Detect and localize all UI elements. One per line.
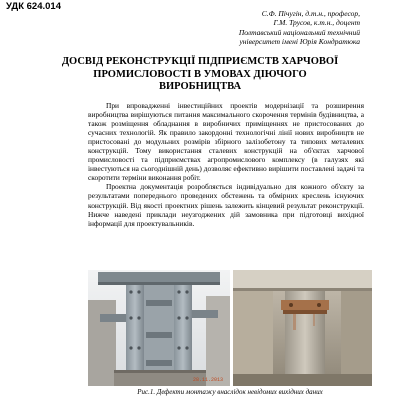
author-line: С.Ф. Пічугін, д.т.н., професор,	[261, 9, 360, 18]
affiliation-line: університет імені Юрія Кондратюка	[239, 37, 360, 47]
title-line: ВИРОБНИЦТВА	[158, 81, 242, 92]
concrete-column-photo	[233, 270, 372, 386]
title-line: ДОСВІД РЕКОНСТРУКЦІЇ ПІДПРИЄМСТВ ХАРЧОВОЇ	[61, 56, 339, 67]
photo-date-stamp: 28.11.2013	[193, 377, 224, 383]
figure-photos	[88, 270, 372, 386]
affiliation-line: Полтавський національний технічний	[238, 27, 360, 37]
authors-block	[170, 9, 360, 47]
udc-code: УДК 624.014	[6, 1, 61, 12]
paragraph: При впровадженні інвестиційних проектів модернізації та розширення виробництва вирішуються питання максимального скорочення термінів будівництва, а також розміщення обладнання в виробничих приміщеннях не пристосованих до сучасних технологій. Як правило закордонні технологічні лінії нових виробництв не пристосовані до модульних розмірів збірного залізобетону та типових металевих конструкцій. Тому використання сталевих конструкцій на об'єктах харчової промисловості та підприємствах агропромислового комплексу (в галузях які інвестуються на сьогоднішній день) дозволяє ефективно вирішити поставлені задачі та скоротити терміни виконання робіт.	[88, 101, 364, 183]
figure-caption: Рис.1. Дефекти монтажу внаслідок невідомих вихідних даних	[137, 388, 323, 396]
paragraph: Проектна документація розробляється індивідуально для кожного об'єкту за результатами попереднього проведених обстежень та обмірних креслень існуючих конструкцій. Від якості проектних рішень залежить кінцевий результат реконструкції. Нижче наведені приклади неузгоджених дій замовника при підготовці вихідної інформації для проектувальників.	[88, 182, 364, 228]
steel-column-picture	[88, 270, 230, 386]
steel-frame-photo	[88, 270, 230, 386]
title-line: ПРОМИСЛОВОСТІ В УМОВАХ ДІЮЧОГО	[93, 68, 307, 80]
body-text	[88, 101, 364, 228]
concrete-column-picture	[233, 270, 372, 386]
paper-title	[40, 56, 360, 94]
author-line: Г.М. Трусов, к.т.н., доцент	[273, 18, 360, 28]
